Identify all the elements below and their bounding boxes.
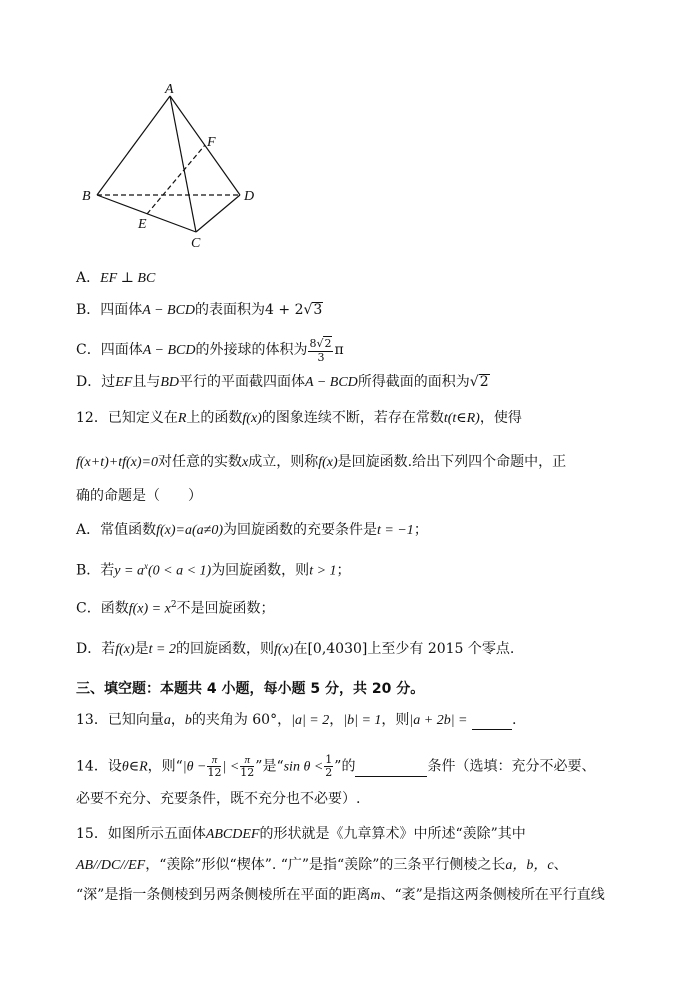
question-text: ”的	[334, 758, 356, 775]
question-text: 、	[553, 857, 568, 873]
option-text: A．常值函数	[76, 522, 157, 538]
denominator: 3	[317, 351, 325, 364]
fraction	[324, 754, 333, 779]
option-text: ；	[336, 562, 351, 579]
denominator: 12	[207, 766, 222, 779]
option-text: 为回旋函数，则	[211, 562, 310, 579]
q13-line: 13．已知向量a，b的夹角为 60°，|a| = 2，|b| = 1，则|a + 2b| = .	[76, 712, 517, 728]
edge-ac	[170, 96, 196, 232]
math-expr: |b| = 1	[343, 713, 382, 728]
exponent: x	[143, 561, 148, 571]
option-label: A．	[76, 270, 101, 286]
q11-option-c	[76, 336, 344, 364]
math-expr: |θ −	[182, 759, 207, 775]
option-text: 的表面积为	[195, 302, 266, 318]
q15-line-1	[76, 825, 526, 844]
option-text: B．若	[76, 562, 115, 579]
q12-option-c	[76, 596, 275, 619]
fraction	[240, 754, 254, 779]
denominator: 12	[240, 766, 255, 779]
math-expr: BD	[160, 375, 180, 390]
q14-line-1	[76, 754, 595, 779]
edge-cd	[196, 195, 240, 232]
option-text: 是	[134, 641, 149, 657]
option-text: 且与	[132, 374, 161, 390]
q11-option-a	[76, 269, 155, 288]
question-text: 条件（选填：充分不必要、	[427, 758, 596, 775]
q15-line-2	[76, 856, 568, 875]
option-text: C．函数	[76, 600, 129, 617]
question-text: 必要不充分、充要条件，既不充分也不必要）.	[76, 791, 361, 807]
radicand: 2	[479, 374, 489, 390]
math-expr: t = 2	[148, 642, 177, 657]
q12-option-b	[76, 557, 351, 581]
fraction: $\frac{8√2}{3}$	[309, 337, 332, 364]
numerator: π	[207, 754, 221, 767]
option-text: 所得截面的面积为	[357, 374, 470, 390]
math-expr: t(t∈R)	[443, 411, 480, 426]
label-f: F	[207, 135, 216, 150]
math-expr: 4 + 2	[265, 302, 304, 318]
section-heading: 三、填空题：本题共 4 小题，每小题 5 分，共 20 分。	[76, 681, 425, 697]
math-expr: A − BCD	[305, 375, 358, 390]
fraction	[207, 754, 221, 779]
numerator: 8	[309, 337, 317, 350]
numerator: 1	[325, 753, 333, 766]
question-text: .	[511, 712, 517, 728]
q12-line-1	[76, 409, 522, 428]
label-d: D	[244, 189, 255, 204]
question-text: 成立，则称	[248, 454, 319, 470]
edge-ab	[97, 96, 170, 195]
math-expr: f(x+t)+tf(x)=0	[76, 455, 158, 470]
q14-line-2	[76, 790, 360, 808]
math-expr: θ∈R	[121, 759, 148, 775]
math-expr: |a| = 2	[291, 713, 330, 728]
math-expr: [0,4030]	[307, 641, 368, 657]
question-text: “深”是指一条侧棱到另两条侧棱所在平面的距离	[76, 887, 371, 903]
question-text: 12．已知定义在	[76, 410, 178, 426]
option-label: C．四面体	[76, 342, 143, 358]
pi-symbol: π	[334, 342, 344, 358]
option-label: D．过	[76, 374, 116, 390]
question-text: ，使得	[479, 410, 522, 426]
denominator: 2	[325, 766, 333, 779]
numerator: π	[240, 754, 254, 767]
math-expr: EF	[115, 375, 133, 390]
math-expr: f(x)	[274, 642, 294, 657]
option-text: ；	[413, 522, 428, 538]
option-text: D．若	[76, 641, 116, 657]
question-text: ，“羡除”形似“楔体”. “广”是指“羡除”的三条平行侧棱之长	[145, 857, 506, 873]
answer-blank[interactable]	[472, 711, 512, 730]
question-text: 确的命题是（ ）	[76, 488, 202, 504]
label-e: E	[138, 217, 147, 232]
option-text: 的外接球的体积为	[195, 342, 308, 358]
question-text: 15．如图所示五面体	[76, 826, 206, 842]
question-text: ，则	[381, 712, 410, 728]
math-expr: AB//DC//EF	[76, 858, 146, 873]
question-text: 、“袤”是指这两条侧棱所在平行直线	[380, 887, 605, 903]
label-a: A	[165, 82, 174, 97]
tetrahedron-figure	[70, 80, 270, 255]
math-expr: t = −1	[377, 523, 414, 538]
math-expr: A − BCD	[142, 303, 196, 318]
exponent: 2	[170, 600, 177, 610]
answer-blank[interactable]	[355, 758, 427, 777]
radicand: 3	[313, 302, 323, 318]
math-expr: f(x)=a(a≠0)	[156, 523, 224, 538]
math-expr: f(x) = x	[128, 601, 171, 617]
math-expr: t > 1	[309, 563, 337, 579]
math-expr: R	[177, 411, 187, 426]
option-text: 在	[293, 641, 308, 657]
math-expr: ABCDEF	[205, 827, 260, 842]
question-text: 的形状就是《九章算术》中所述“羡除”其中	[259, 826, 526, 842]
vector-b: b	[184, 713, 192, 728]
math-expr: x	[241, 455, 249, 470]
label-c: C	[191, 236, 201, 251]
math-expr: f(x)	[318, 455, 338, 470]
math-expr: sin θ <	[283, 759, 324, 775]
math-expr: A − BCD	[142, 343, 196, 358]
q12-option-d	[76, 640, 514, 659]
math-expr: f(x)	[242, 411, 262, 426]
question-text: ”是“	[255, 758, 284, 775]
q12-line-2	[76, 453, 566, 472]
math-expr: |a + 2b| =	[409, 713, 468, 728]
math-expr: EF ⊥ BC	[100, 271, 156, 286]
option-text: 上至少有 2015 个零点.	[367, 641, 515, 657]
q12-line-3	[76, 487, 202, 505]
option-text: 不是回旋函数；	[176, 600, 275, 617]
q11-option-b: B．四面体A − BCD的表面积为4 + 2√3	[76, 302, 323, 318]
math-expr: (0 < a < 1)	[147, 563, 212, 579]
option-text: 平行的平面截四面体	[179, 374, 306, 390]
math-expr: y = a	[114, 563, 144, 579]
option-text: 为回旋函数的充要条件是	[223, 522, 378, 538]
q15-line-3	[76, 886, 605, 905]
math-expr: f(x)	[115, 642, 135, 657]
vector-a: a	[163, 713, 171, 728]
question-text: 的夹角为 60°，	[191, 712, 292, 728]
label-b: B	[82, 189, 91, 204]
question-text: 上的函数	[186, 410, 243, 426]
question-text: 是回旋函数.给出下列四个命题中，正	[337, 454, 567, 470]
q12-option-a	[76, 521, 428, 540]
radicand: 2	[324, 337, 332, 350]
question-text: ，	[170, 712, 185, 728]
math-expr: a，b，c	[505, 858, 554, 873]
question-text: 对任意的实数	[157, 454, 242, 470]
question-text: 13．已知向量	[76, 712, 164, 728]
question-text: ，则“	[147, 758, 183, 775]
question-text: 的图象连续不断，若存在常数	[261, 410, 444, 426]
question-text: 14．设	[76, 758, 122, 775]
option-label: B．四面体	[76, 302, 143, 318]
segment-ef-dashed	[147, 145, 205, 214]
q11-option-d: D．过EF且与BD平行的平面截四面体A − BCD所得截面的面积为√2	[76, 374, 489, 390]
option-text: 的回旋函数，则	[176, 641, 275, 657]
math-expr: | <	[222, 759, 240, 775]
math-expr: m	[370, 888, 381, 903]
